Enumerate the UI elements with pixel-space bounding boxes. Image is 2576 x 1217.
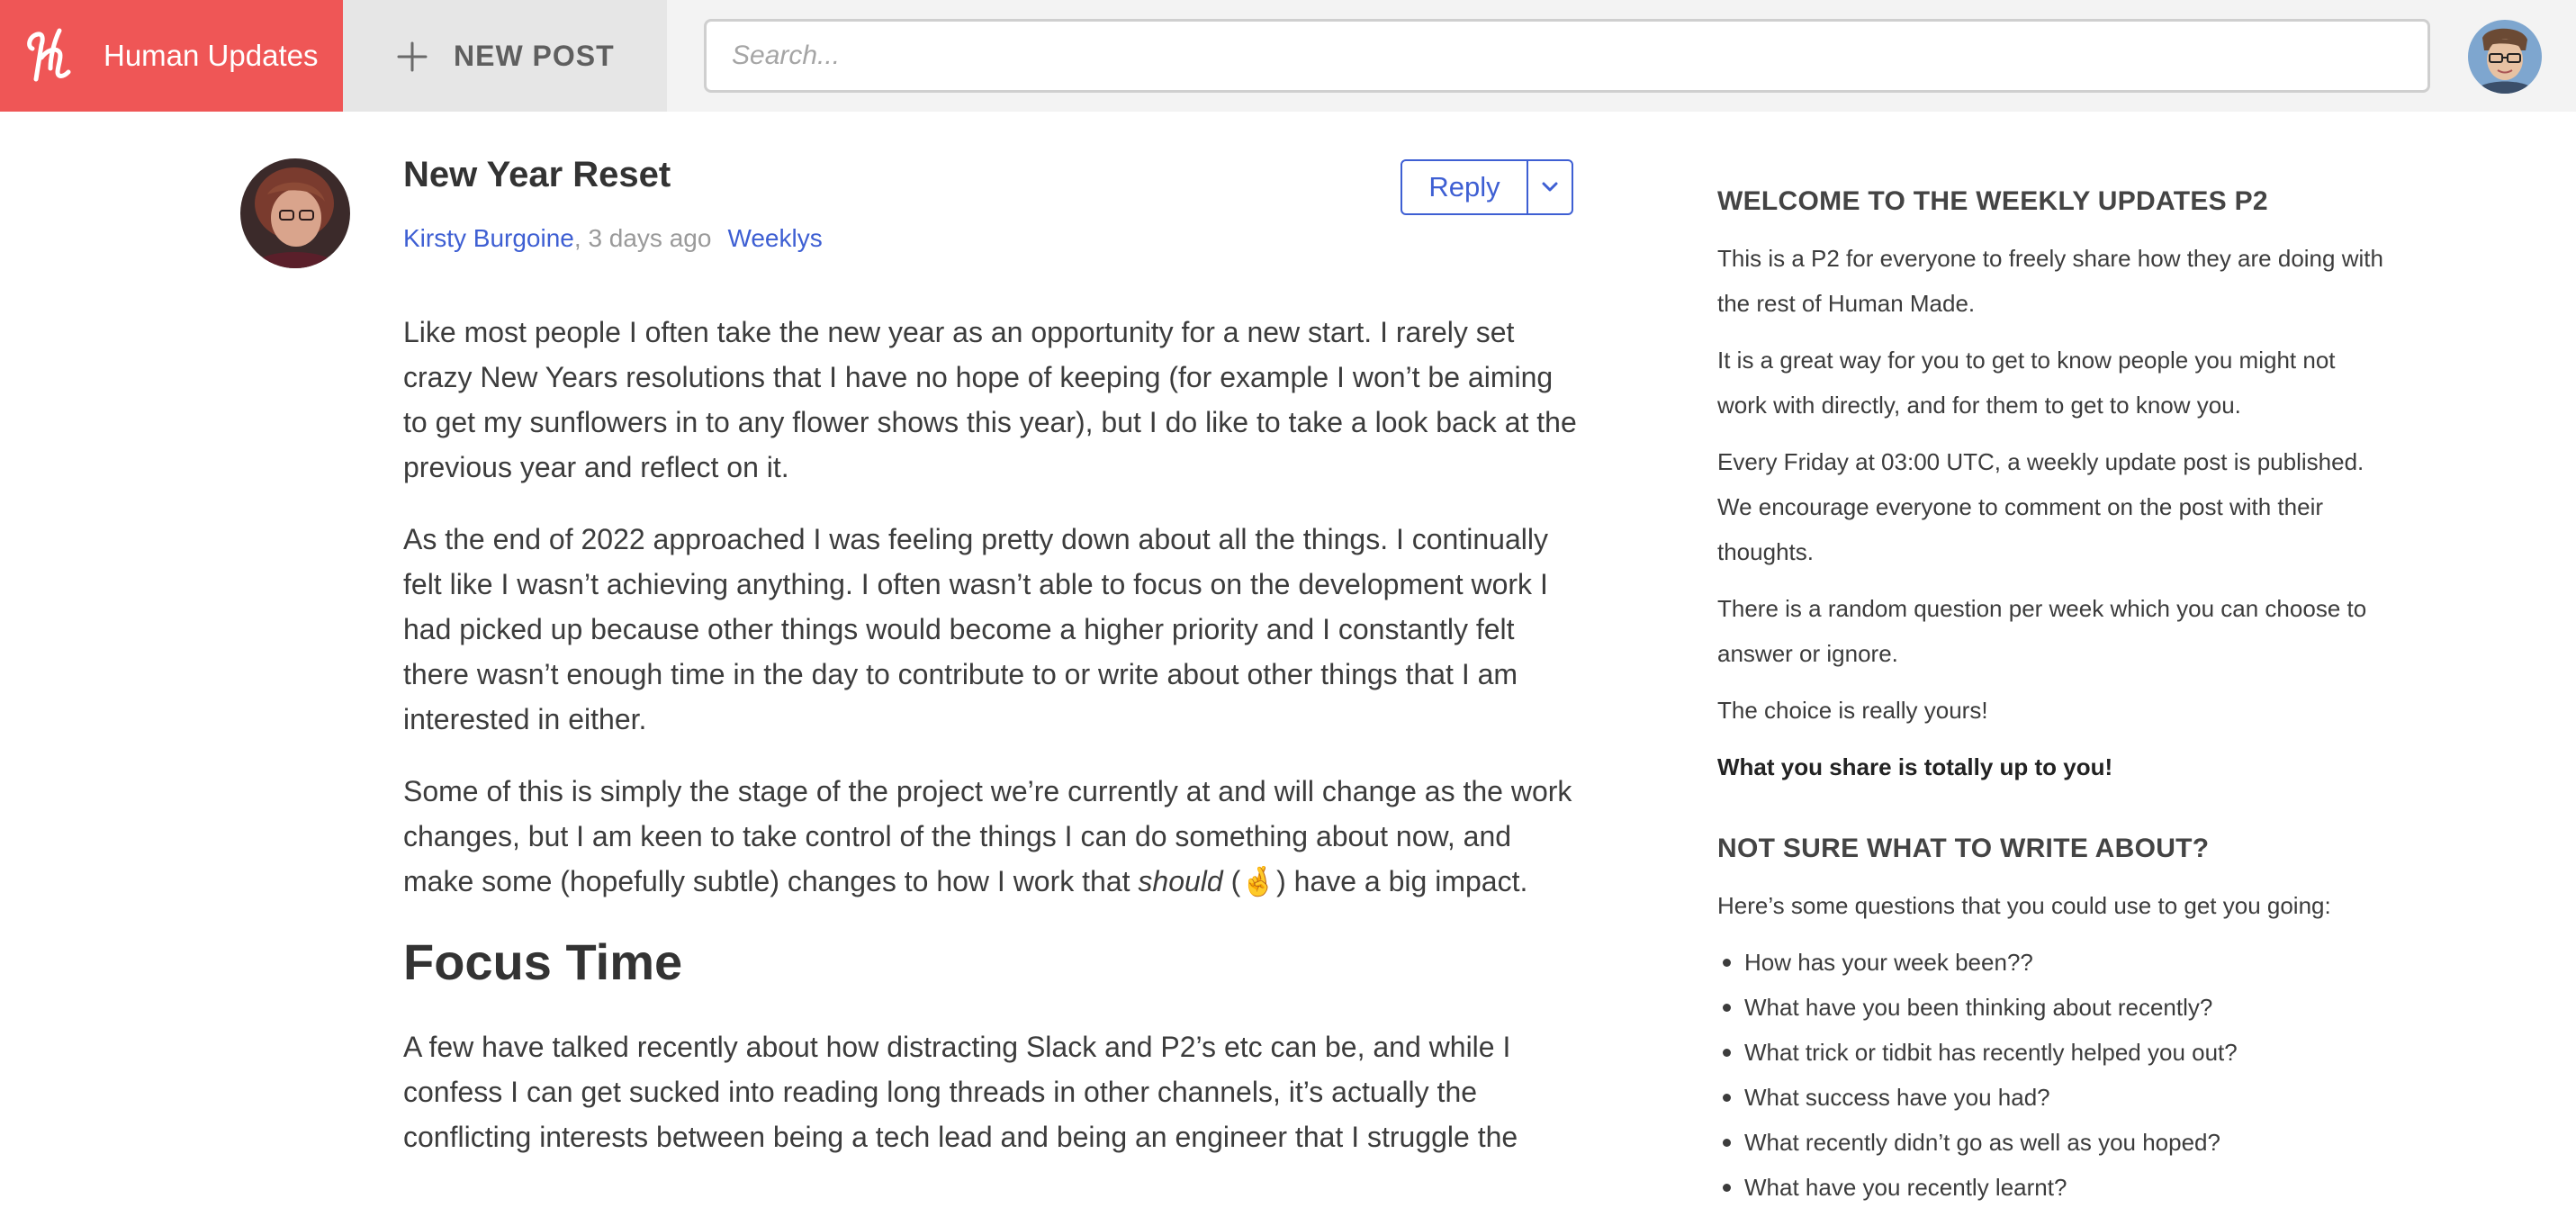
- sidebar: [1717, 180, 2383, 1210]
- top-bar: [0, 0, 2576, 112]
- welcome-paragraph: Every Friday at 03:00 UTC, a weekly update post is published. We encourage everyone to comment on the post with their thoughts.: [1717, 448, 2364, 565]
- list-item: What have you been thinking about recently?: [1717, 985, 2383, 1030]
- post-paragraph: [403, 769, 1582, 904]
- post-paragraph: As the end of 2022 approached I was feeling pretty down about all the things. I continually felt like I wasn’t achieving anything. I often wasn’t able to focus on the development work I had picked up because other things would become a higher priority and I constantly felt there wasn’t enough time in the day to contribute to or write about other things that I am interested in either.: [403, 523, 1548, 735]
- human-made-logo-icon: [23, 22, 77, 86]
- plus-icon: [397, 41, 428, 72]
- user-avatar[interactable]: [2468, 20, 2542, 94]
- paragraph-text: Some of this is simply the stage of the project we’re currently at and will change as the work changes, but I am keen to take control of the things I can do something about now, and make some (hopefully subtle) changes to how I work that: [403, 775, 1572, 897]
- list-item: What recently didn’t go as well as you hoped?: [1717, 1120, 2383, 1165]
- site-name: Human Updates: [104, 39, 319, 72]
- welcome-paragraph: There is a random question per week which you can choose to answer or ignore.: [1717, 595, 2367, 667]
- site-brand-link[interactable]: [0, 0, 343, 112]
- welcome-strong-text: What you share is totally up to you!: [1717, 753, 2113, 780]
- category-link[interactable]: Weeklys: [727, 224, 823, 252]
- emphasis-text: should: [1138, 865, 1223, 897]
- author-avatar-image: [240, 158, 350, 268]
- welcome-heading: WELCOME TO THE WEEKLY UPDATES P2: [1717, 186, 2268, 216]
- section-heading: Focus Time: [403, 933, 683, 990]
- reply-button[interactable]: Reply: [1402, 161, 1528, 213]
- list-item: What have you recently learnt?: [1717, 1165, 2383, 1210]
- post-meta: [403, 224, 823, 253]
- welcome-paragraph: It is a great way for you to get to know people you might not work with directly, and for them to get to know you.: [1717, 347, 2336, 419]
- author-link[interactable]: Kirsty Burgoine: [403, 224, 574, 252]
- list-item: What trick or tidbit has recently helped you out?: [1717, 1030, 2383, 1075]
- search-input[interactable]: [704, 19, 2430, 93]
- list-item: How has your week been??: [1717, 940, 2383, 985]
- ideas-intro: Here’s some questions that you could use to get you going:: [1717, 892, 2331, 919]
- new-post-label: NEW POST: [454, 40, 615, 72]
- post-paragraph: Like most people I often take the new year as an opportunity for a new start. I rarely set crazy New Years resolutions that I have no hope of keeping (for example I won’t be aiming to get my sunflowers in to any flower shows this year), but I do like to take a look back at the previous year and reflect on it.: [403, 316, 1577, 483]
- chevron-down-icon: [1540, 181, 1560, 194]
- post-date: 3 days ago: [588, 224, 712, 252]
- reply-options-button[interactable]: [1528, 161, 1572, 213]
- welcome-paragraph: This is a P2 for everyone to freely share how they are doing with the rest of Human Made.: [1717, 245, 2383, 317]
- meta-separator: ,: [573, 224, 589, 252]
- post-paragraph: A few have talked recently about how distracting Slack and P2’s etc can be, and while I confess I can get sucked into reading long threads in other channels, it’s actually the conflicting interests between being a tech lead and being an engineer that I struggle the: [403, 1031, 1518, 1153]
- post-content: [403, 310, 1582, 1186]
- reply-button-group: [1401, 159, 1573, 215]
- questions-list: [1717, 940, 2383, 1210]
- ideas-heading: NOT SURE WHAT TO WRITE ABOUT?: [1717, 834, 2210, 863]
- paragraph-text: (🤞) have a big impact.: [1222, 865, 1528, 897]
- author-avatar[interactable]: [240, 158, 350, 268]
- user-avatar-image: [2468, 20, 2542, 94]
- list-item: What success have you had?: [1717, 1075, 2383, 1120]
- post-title: New Year Reset: [403, 155, 671, 194]
- welcome-paragraph: The choice is really yours!: [1717, 697, 1988, 724]
